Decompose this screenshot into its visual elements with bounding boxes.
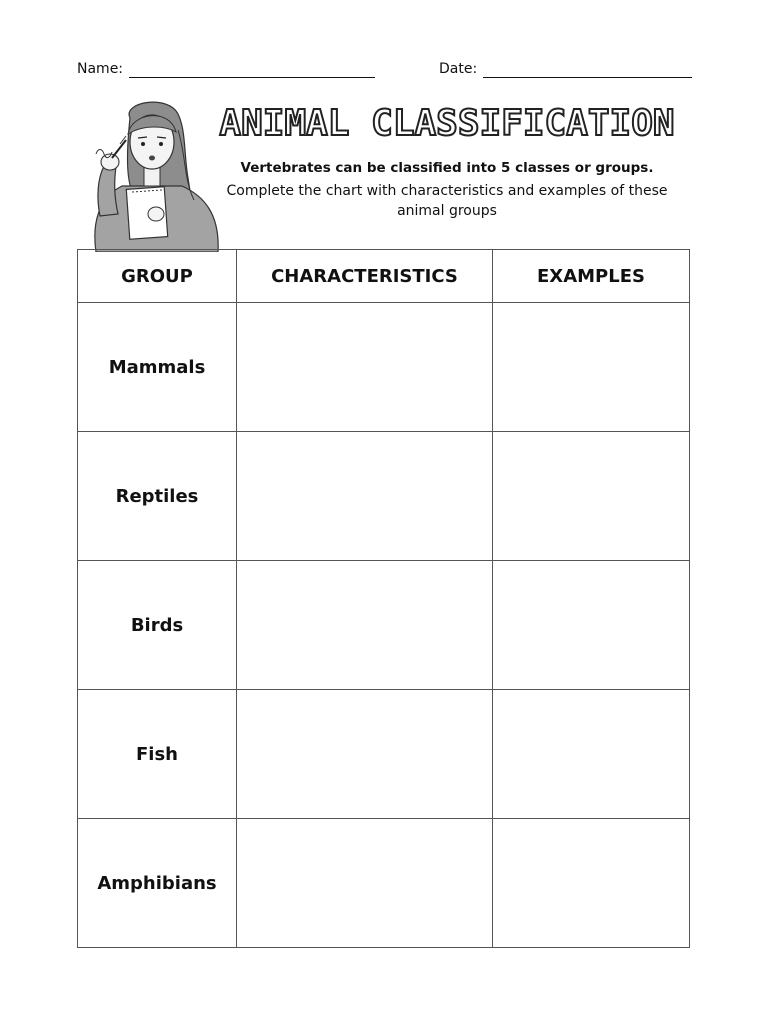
group-cell-birds: Birds	[78, 561, 237, 690]
examples-cell-fish[interactable]	[493, 690, 690, 819]
characteristics-cell-fish[interactable]	[237, 690, 493, 819]
examples-cell-mammals[interactable]	[493, 303, 690, 432]
group-cell-reptiles: Reptiles	[78, 432, 237, 561]
characteristics-cell-mammals[interactable]	[237, 303, 493, 432]
date-input-line[interactable]	[483, 61, 692, 78]
characteristics-cell-birds[interactable]	[237, 561, 493, 690]
subtitle-classes: Vertebrates can be classified into 5 classes or groups.	[240, 160, 654, 176]
examples-cell-amphibians[interactable]	[493, 819, 690, 948]
table-row	[78, 303, 690, 432]
girl-thinking-icon	[82, 96, 224, 252]
table-row	[78, 690, 690, 819]
date-field	[439, 60, 692, 78]
girl-thinking-illustration	[82, 96, 224, 252]
date-label: Date:	[439, 61, 478, 77]
table-row	[78, 432, 690, 561]
column-header-group: GROUP	[78, 250, 237, 303]
column-header-characteristics: CHARACTERISTICS	[237, 250, 493, 303]
table-row	[78, 819, 690, 948]
examples-cell-birds[interactable]	[493, 561, 690, 690]
characteristics-cell-amphibians[interactable]	[237, 819, 493, 948]
page-title: ANIMAL CLASSIFICATION	[219, 103, 675, 144]
group-cell-fish: Fish	[78, 690, 237, 819]
group-cell-amphibians: Amphibians	[78, 819, 237, 948]
characteristics-cell-reptiles[interactable]	[237, 432, 493, 561]
name-field	[77, 60, 375, 78]
header-row	[77, 60, 692, 82]
table-header-row	[78, 250, 690, 303]
column-header-examples: EXAMPLES	[493, 250, 690, 303]
name-input-line[interactable]	[129, 61, 375, 78]
group-cell-mammals: Mammals	[78, 303, 237, 432]
examples-cell-reptiles[interactable]	[493, 432, 690, 561]
table-row	[78, 561, 690, 690]
classification-table	[77, 249, 690, 948]
name-label: Name:	[77, 61, 124, 77]
subtitle-instructions: Complete the chart with characteristics and examples of these animal groups	[226, 183, 668, 219]
